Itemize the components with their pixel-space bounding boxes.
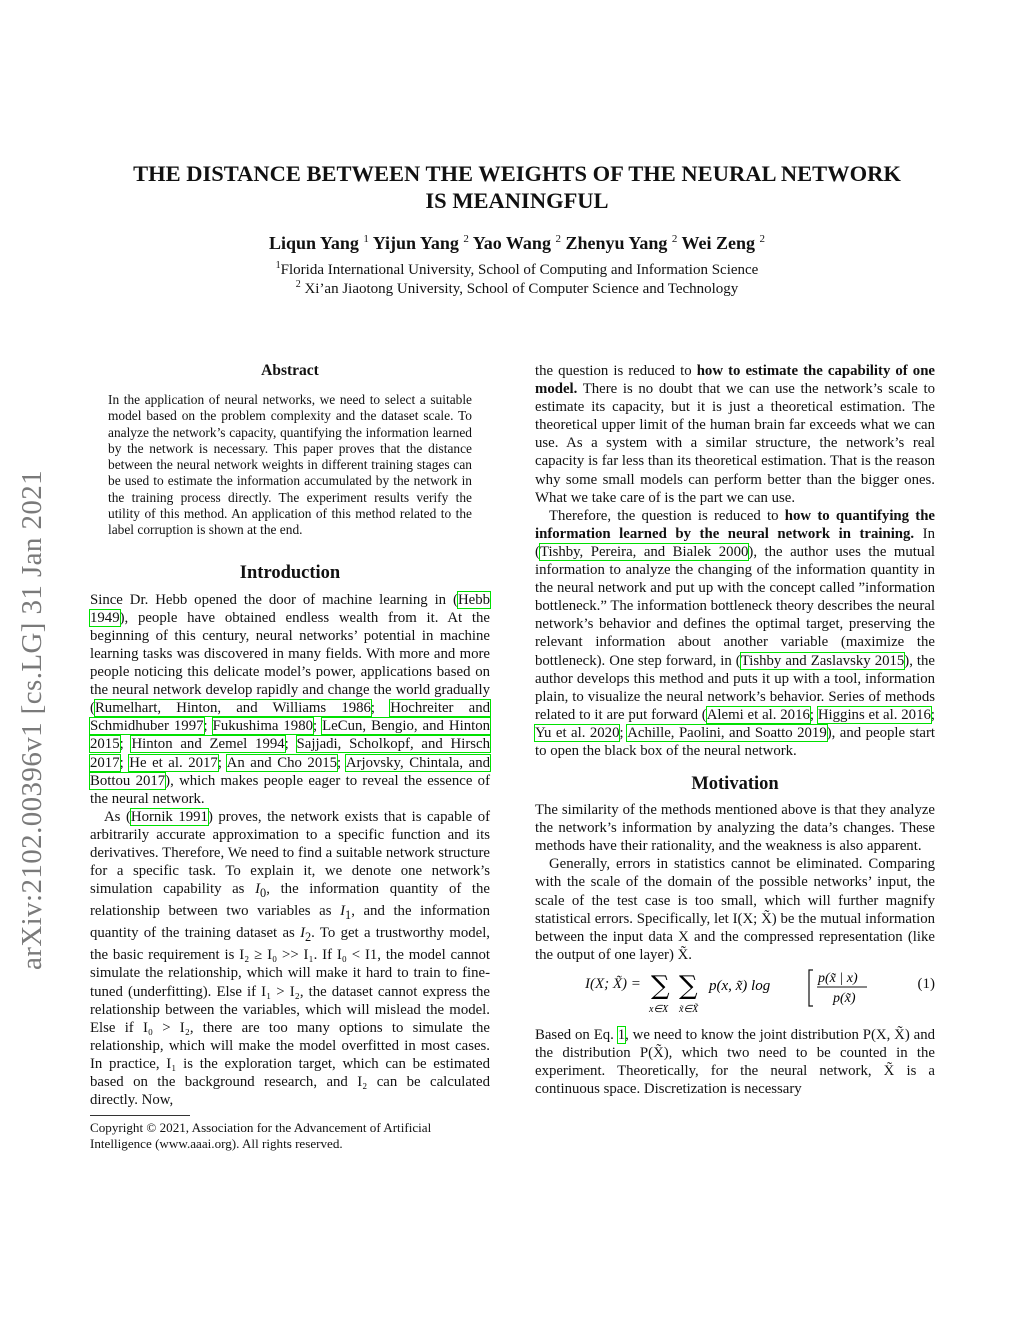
citation-link[interactable]: Alemi et al. 2016 [706, 706, 810, 723]
citation-link[interactable]: Hornik 1991 [130, 808, 208, 825]
fraction-denominator: p(x̃) [833, 990, 856, 1006]
author: Wei Zeng [681, 233, 756, 253]
citation-link[interactable]: Hebb 1949 [90, 591, 490, 626]
text: Based on Eq. [535, 1026, 618, 1043]
author-affiliation-mark: 2 [463, 233, 469, 245]
citation-link[interactable]: Achille, Paolini, and Soatto 2019 [627, 724, 827, 741]
text: , and the information quantity of the training dataset as [90, 903, 490, 942]
text: ; [930, 706, 935, 723]
copyright-footnote: Copyright © 2021, Association for the Advancement of Artificial Intelligence (www.aaai.org). All rights reserved. [90, 1120, 432, 1152]
affiliation-1 [95, 260, 939, 279]
text: , we need to know the joint distribution P(X, X̃) and the distribution P(X̃), which two need to be counted in the experiment. Theoretically, for the neural network, X̃ is a continuous space. Discretization is necessary [535, 1026, 935, 1098]
citation-link[interactable]: He et al. 2017 [129, 754, 218, 771]
text: ; [284, 736, 297, 753]
citation-link[interactable]: Sajjadi, Scholkopf, and Hirsch 2017 [90, 736, 490, 771]
author: Liqun Yang [268, 233, 359, 253]
citation-link[interactable]: LeCun, Bengio, and Hinton 2015 [90, 718, 491, 753]
citation-link[interactable]: Arjovsky, Chintala, and Bottou 2017 [90, 754, 490, 789]
math-symbol: I [255, 881, 261, 898]
text: ), people have obtained endless wealth from it. At the beginning of this century, neural networks’ potential in machine learning tasks was discovered in many fields. With more and more people noticing this delicate model’s power, applications based on the neural network develop rapidly and change the world gradually ( [90, 609, 490, 717]
text: , the information quantity of the relationship between two variables as [90, 881, 491, 920]
author-affiliation-mark: 2 [555, 233, 561, 245]
fraction-numerator: p(x̃ | x) [818, 970, 858, 986]
citation-link[interactable]: Hinton and Zemel 1994 [131, 736, 285, 753]
author: Yijun Yang [372, 233, 459, 253]
sum-symbol: ∑ [651, 970, 670, 1001]
text: ; [619, 724, 628, 741]
title-line-1: THE DISTANCE BETWEEN THE WEIGHTS OF THE NEURAL NETWORK [133, 161, 901, 186]
text: ; [337, 754, 346, 771]
math-subscript: 0 [260, 886, 267, 901]
equation-number: (1) [917, 975, 935, 992]
text: ; [203, 718, 213, 735]
arxiv-identifier: arXiv:2102.00396v1 [cs.LG] 31 Jan 2021 [16, 469, 48, 970]
text: ), which makes people eager to reveal the essence of the neural network. [90, 772, 490, 807]
text: In ( [535, 525, 936, 560]
affiliation-mark: 2 [295, 279, 301, 290]
text: the question is reduced to [535, 363, 697, 379]
equation-body: p(x, x̃) log [709, 977, 771, 994]
text: Therefore, the question is reduced to [549, 507, 785, 524]
citation-link[interactable]: Higgins et al. 2016 [817, 706, 931, 723]
right-paragraph-5 [535, 1026, 935, 1098]
abstract-title: Abstract [261, 362, 319, 379]
motivation-paragraph-2: Generally, errors in statistics cannot be eliminated. Comparing with the scale of the domain of the possible networks’ input, the scale of the test case is too small, which will further magnify statistical errors. Specifically, let I(X; X̃) be the mutual information between the input data X and the compressed representation (like the output of one layer) X̃. [535, 856, 935, 963]
citation-link[interactable]: Hochreiter and Schmidhuber 1997 [90, 700, 490, 735]
bold-text: how to quantifying the information learned by the neural network in training. [535, 507, 936, 542]
right-paragraph-2 [535, 507, 935, 760]
citation-link[interactable]: Tishby, Pereira, and Bialek 2000 [539, 543, 749, 560]
text: ; [119, 736, 132, 753]
equation-ref-link[interactable]: 1 [617, 1026, 626, 1043]
sum-symbol: ∑ [679, 970, 698, 1001]
author: Zhenyu Yang [565, 233, 668, 253]
text: ), the author develops this method and puts it up with a tool, information plain, to visualize the neural network’s behavior. Series of methods related to it are put forward ( [535, 652, 936, 723]
right-paragraph-1 [535, 362, 935, 507]
text: ; [313, 718, 323, 735]
text: . To get a trustworthy model, the basic requirement is I₂ ≥ I₀ >> I₁. If I₀ < I1, the model cannot simulate the relationship, which will make it hard to train to fine-tuned (underfitting). Else if I₁ > I₂, the dataset cannot express the relationship between the variables, which will mislead the model. Else if I₀ > I₂, there are too many options to simulate the relationship, which will make the model overfitted in most cases. In practice, I₁ is the exploration target, which can be estimated based on the background research, and I₂ can be calculated directly. Now, [90, 925, 490, 1109]
affiliation-text: Xi’an Jiaotong University, School of Computer Science and Technology [300, 281, 739, 297]
math-subscript: 2 [305, 930, 312, 945]
title-line-2: IS MEANINGFUL [425, 188, 609, 213]
text: ) proves, the network exists that is capable of arbitrarily accurate approximation to a specific function and its derivatives. Therefore, We need to find a suitable network structure for a specific task. To explain it, we denote one network’s simulation capability as [90, 808, 491, 898]
abstract-text: In the application of neural networks, we need to select a suitable model based on the problem complexity and the dataset scale. To analyze the network’s capacity, quantifying the information learned by the network is necessary. This paper proves that the distance between the neural network weights in different training stages can be used to estimate the information accumulated by the network in the training process directly. The experiment results verify the utility of this method. An application of this method related to the label corruption is shown at the end. [108, 392, 472, 538]
right-column [535, 362, 935, 1098]
paper-title [95, 160, 939, 214]
affiliation-text: Florida International University, School of Computing and Information Science [280, 262, 759, 278]
intro-paragraph-1 [90, 591, 490, 808]
text: There is no doubt that we can use the network’s scale to estimate its capacity, but it is just a theoretical estimation. The theoretical upper limit of the human brain far exceeds what we can use. As a system with a similar structure, the network’s real capacity is far less than its theoretical estimation. That is the reason why some small models can perform better than the bigger ones. What we take care of is the part we can use. [535, 381, 935, 506]
equation-lhs: I(X; X̃) = [585, 975, 641, 992]
citation-link[interactable]: Tishby and Zaslavsky 2015 [740, 652, 905, 669]
motivation-heading: Motivation [691, 774, 779, 795]
text: ), and people start to open the black box of the neural network. [535, 724, 935, 759]
sum-index: x∈X [649, 1003, 669, 1015]
math-symbol: I [300, 925, 305, 942]
text: ; [370, 700, 391, 717]
text: As ( [104, 808, 131, 825]
author-list [95, 233, 939, 254]
text: ), the author uses the mutual information to analyze the changing of the information quantity in the neural network and put up with the concept called ”information bottleneck.” The information bottleneck theory describes the neural network’s behavior and defines the optimal target, preserving the relevant information about another variable (maximize the bottleneck). One step forward, in ( [535, 543, 935, 669]
affiliation-2 [95, 279, 939, 298]
footnote-rule [90, 1115, 190, 1116]
text: ; [217, 754, 227, 771]
citation-link[interactable]: Fukushima 1980 [212, 718, 313, 735]
text: ; [119, 754, 130, 771]
math-subscript: 1 [345, 908, 352, 923]
sum-index: x̃∈X̃ [679, 1003, 699, 1015]
citation-link[interactable]: Yu et al. 2020 [535, 724, 620, 741]
citation-link[interactable]: Rumelhart, Hinton, and Williams 1986 [94, 700, 371, 717]
citation-link[interactable]: An and Cho 2015 [226, 754, 338, 771]
math-symbol: I [340, 903, 346, 920]
text: ; [809, 706, 818, 723]
motivation-paragraph-1: The similarity of the methods mentioned above is that they analyze the network’s information by analyzing the data’s changes. These methods have their rationality, and the weakness is also apparent. [535, 802, 935, 855]
author-affiliation-mark: 2 [759, 233, 766, 245]
author-affiliation-mark: 2 [671, 233, 678, 245]
intro-paragraph-2 [90, 808, 490, 1109]
equation-1 [535, 964, 935, 1026]
left-column [90, 362, 490, 1152]
left-bracket [809, 970, 813, 1006]
text: Since Dr. Hebb opened the door of machine learning in ( [90, 591, 458, 608]
equation-rhs [647, 966, 867, 1024]
bold-text: how to estimate the capability of one model. [535, 363, 935, 398]
affiliation-mark: 1 [275, 260, 281, 271]
author-affiliation-mark: 1 [363, 233, 369, 245]
arxiv-sidebar [6, 360, 66, 1000]
author: Yao Wang [472, 233, 551, 253]
introduction-heading: Introduction [239, 562, 341, 583]
